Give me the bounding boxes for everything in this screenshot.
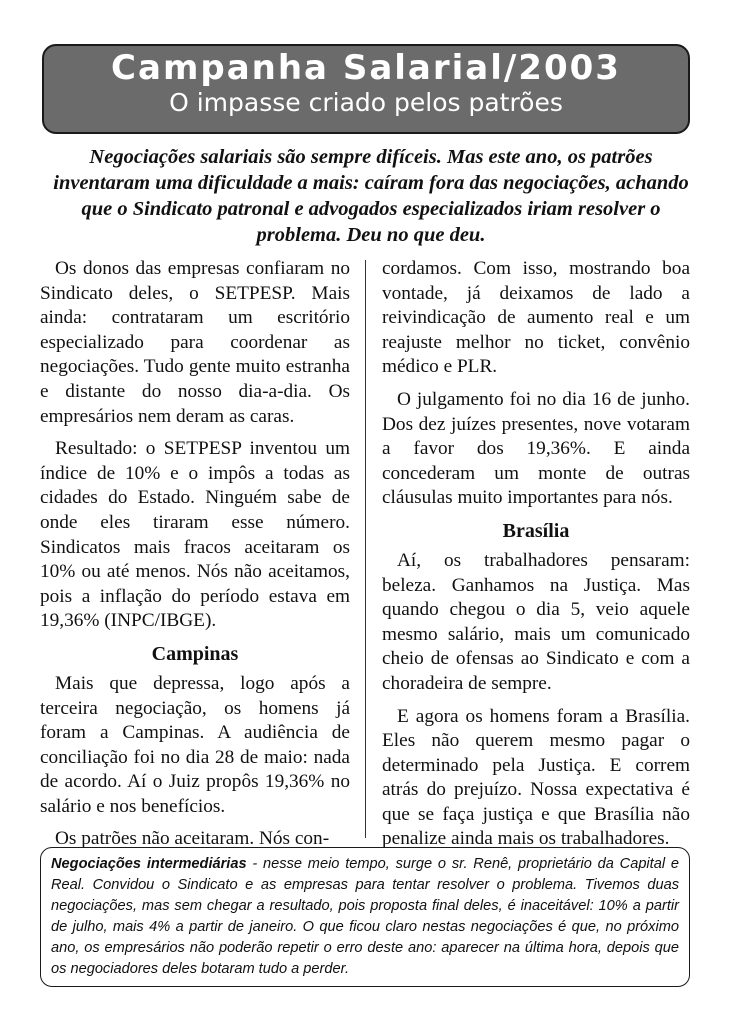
- paragraph: Aí, os trabalhadores pensaram: beleza. Ganhamos na Justiça. Mas quando chegou o dia 5, veio aquele mesmo salário, mais um comunicado cheio de ofensas ao Sindicato e com a choradeira de sempre.: [382, 549, 690, 694]
- paragraph: O julgamento foi no dia 16 de junho. Dos dez juízes presentes, nove votaram a favor dos 19,36%. E ainda concederam um monte de outras cláusulas muito importantes para nós.: [382, 388, 690, 509]
- footer-note-box: [40, 847, 690, 987]
- section-heading-brasilia: Brasília: [502, 519, 570, 542]
- paragraph: Resultado: o SETPESP inventou um índice de 10% e o impôs a todas as cidades do Estado. Ninguém sabe de onde eles tiraram esse número. Sindicatos mais fracos aceitaram os 10% ou até menos. Nós não aceitamos, pois a inflação do período estava em 19,36% (INPC/IBGE).: [40, 438, 350, 632]
- footer-lead: Negociações intermediárias: [51, 856, 247, 872]
- paragraph: cordamos. Com isso, mostrando boa vontade, já deixamos de lado a reivindicação de aumento real e um reajuste melhor no ticket, convênio médico e PLR.: [382, 258, 690, 378]
- page-title: Campanha Salarial/2003: [111, 48, 621, 88]
- footer-text: - nesse meio tempo, surge o sr. Renê, proprietário da Capital e Real. Convidou o Sindicato e as empresas para tentar resolver o problema. Tivemos duas negociações, mas sem chegar a resultado, pois proposta final deles, é inaceitável: 10% a partir de julho, mais 4% a partir de janeiro. O que ficou claro nestas negociações é que, no próximo ano, os empresários não poderão repetir o erro deste ano: aparecer na última hora, depois que os negociadores deles botaram tudo a perder.: [51, 856, 679, 977]
- paragraph: Mais que depressa, logo após a terceira negociação, os homens já foram a Campinas. A audiência de conciliação foi no dia 28 de maio: nada de acordo. Aí o Juiz propôs 19,36% no salário e nos benefícios.: [40, 672, 350, 817]
- section-heading-campinas: Campinas: [151, 642, 239, 665]
- header-banner: [42, 44, 690, 134]
- paragraph: E agora os homens foram a Brasília. Eles não querem mesmo pagar o determinado pela Justiça. E correm atrás do prejuízo. Nossa expectativa é que se faça justiça e que Brasília não penalize ainda mais os trabalhadores.: [382, 705, 690, 850]
- intro-paragraph: Negociações salariais são sempre difíceis. Mas este ano, os patrões inventaram uma dificuldade a mais: caíram fora das negociações, achando que o Sindicato patronal e advogados especializados iriam resolver o problema. Deu no que deu.: [53, 146, 689, 246]
- left-column: [40, 257, 350, 860]
- paragraph: Os donos das empresas confiaram no Sindicato deles, o SETPESP. Mais ainda: contrataram um escritório especializado para coordenar as negociações. Tudo gente muito estranha e distante do nosso dia-a-dia. Os empresários nem deram as caras.: [40, 258, 350, 427]
- right-column: [382, 257, 690, 860]
- paragraph: Os patrões não aceitaram. Nós con-: [55, 828, 330, 850]
- column-divider: [365, 260, 366, 838]
- page-subtitle: O impasse criado pelos patrões: [169, 88, 563, 117]
